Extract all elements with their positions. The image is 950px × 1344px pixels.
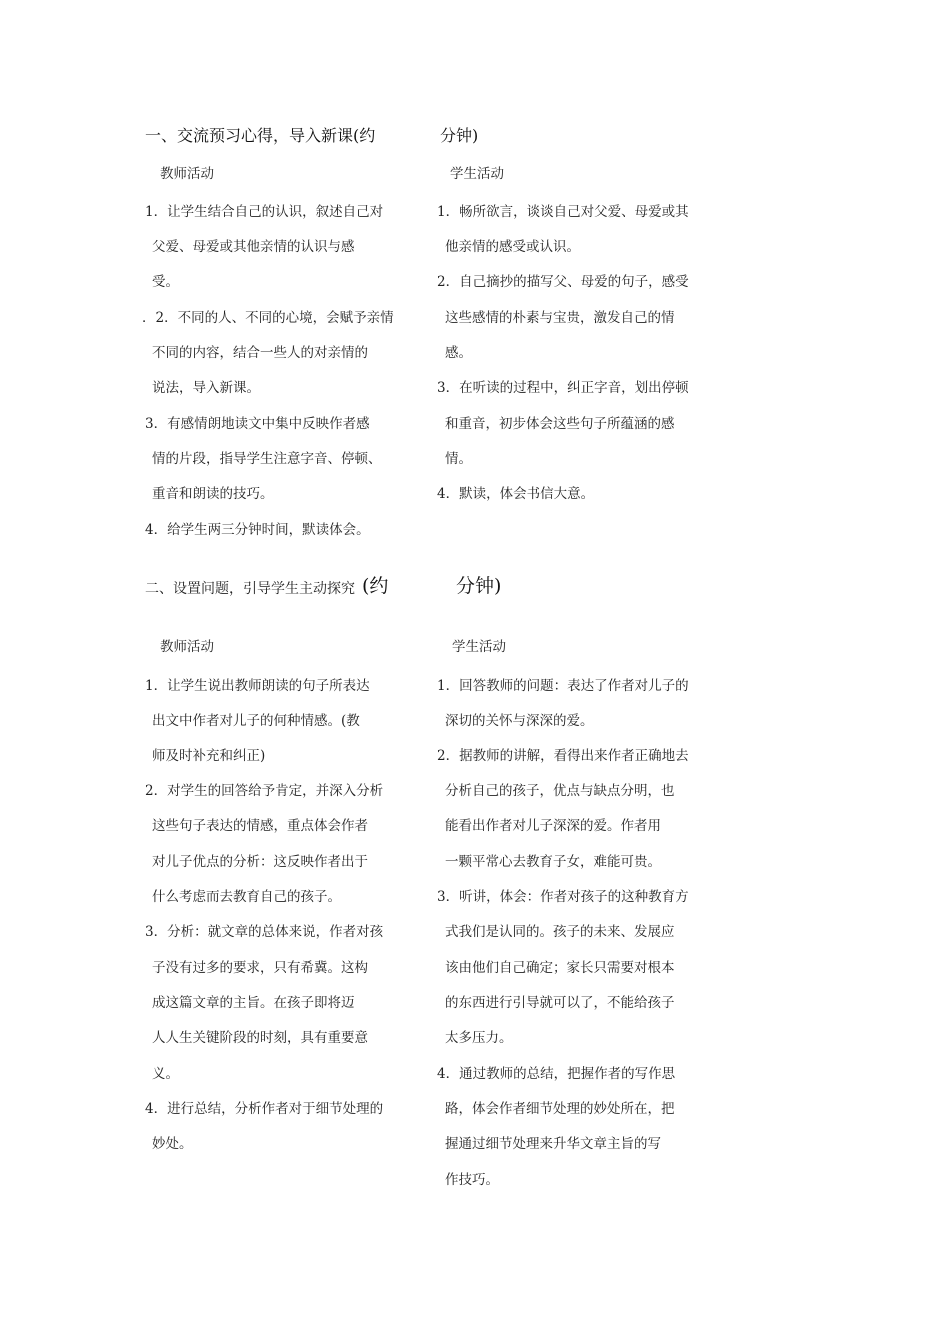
teacher-line: 4．给学生两三分钟时间，默读体会。	[145, 522, 370, 538]
student-line: 1．畅所欲言，谈谈自己对父爱、母爱或其	[437, 204, 689, 220]
teacher-line: 重音和朗读的技巧。	[152, 486, 274, 502]
student-line: 握通过细节处理来升华文章主旨的写	[445, 1136, 661, 1152]
teacher-line: 对儿子优点的分析：这反映作者出于	[152, 854, 368, 870]
teacher-line: 出文中作者对儿子的何种情感。(教	[152, 713, 360, 729]
student-line: 感。	[445, 345, 472, 361]
teacher-line: 说法，导入新课。	[152, 380, 260, 396]
teacher-line: 3．分析：就文章的总体来说，作者对孩	[145, 924, 384, 940]
student-line: 和重音，初步体会这些句子所蕴涵的感	[445, 416, 675, 432]
teacher-line: 受。	[152, 274, 179, 290]
student-line: 2．据教师的讲解，看得出来作者正确地去	[437, 748, 689, 764]
teacher-line: 情的片段，指导学生注意字音、停顿、	[152, 451, 382, 467]
teacher-line: 成这篇文章的主旨。在孩子即将迈	[152, 995, 355, 1011]
teacher-line: 什么考虑而去教育自己的孩子。	[152, 889, 341, 905]
student-line: 4．默读，体会书信大意。	[437, 486, 595, 502]
student-line: 1．回答教师的问题：表达了作者对儿子的	[437, 678, 689, 694]
student-line: 作技巧。	[445, 1172, 499, 1188]
teacher-line: 1．让学生结合自己的认识，叙述自己对	[145, 204, 384, 220]
student-line: 太多压力。	[445, 1030, 513, 1046]
student-line: 2．自己摘抄的描写父、母爱的句子，感受	[437, 274, 689, 290]
section1-title-duration: 分钟)	[440, 126, 479, 145]
student-line: 该由他们自己确定；家长只需要对根本	[445, 960, 675, 976]
section2-title-paren: (约	[362, 575, 389, 597]
teacher-line: 3．有感情朗地读文中集中反映作者感	[145, 416, 370, 432]
section2-title-duration: 分钟)	[456, 575, 502, 597]
teacher-line: 人人生关键阶段的时刻，具有重要意	[152, 1030, 368, 1046]
teacher-line: 不同的内容，结合一些人的对亲情的	[152, 345, 368, 361]
student-line: 式我们是认同的。孩子的未来、发展应	[445, 924, 675, 940]
section1-student-header: 学生活动	[450, 166, 504, 182]
section1-title: 一、交流预习心得，导入新课(约	[145, 126, 376, 145]
teacher-line: ．2．不同的人、不同的心境，会赋予亲情	[142, 310, 394, 326]
section2-teacher-header: 教师活动	[160, 639, 214, 655]
teacher-line: 父爱、母爱或其他亲情的认识与感	[152, 239, 355, 255]
student-line: 情。	[445, 451, 472, 467]
teacher-line: 义。	[152, 1066, 179, 1082]
section2-student-header: 学生活动	[452, 639, 506, 655]
teacher-line: 1．让学生说出教师朗读的句子所表达	[145, 678, 370, 694]
student-line: 的东西进行引导就可以了，不能给孩子	[445, 995, 675, 1011]
student-line: 这些感情的朴素与宝贵，激发自己的情	[445, 310, 675, 326]
student-line: 3．在听读的过程中，纠正字音，划出停顿	[437, 380, 689, 396]
student-line: 路，体会作者细节处理的妙处所在，把	[445, 1101, 675, 1117]
student-line: 他亲情的感受或认识。	[445, 239, 580, 255]
teacher-line: 师及时补充和纠正)	[152, 748, 266, 764]
teacher-line: 2．对学生的回答给予肯定，并深入分析	[145, 783, 384, 799]
student-line: 4．通过教师的总结，把握作者的写作思	[437, 1066, 676, 1082]
student-line: 3．听讲，体会：作者对孩子的这种教育方	[437, 889, 689, 905]
teacher-line: 这些句子表达的情感，重点体会作者	[152, 818, 368, 834]
section1-teacher-header: 教师活动	[160, 166, 214, 182]
student-line: 能看出作者对儿子深深的爱。作者用	[445, 818, 661, 834]
section2-title: 二、设置问题，引导学生主动探究	[145, 581, 355, 597]
teacher-line: 子没有过多的要求，只有希冀。这构	[152, 960, 368, 976]
teacher-line: 妙处。	[152, 1136, 193, 1152]
student-line: 深切的关怀与深深的爱。	[445, 713, 594, 729]
student-line: 分析自己的孩子，优点与缺点分明，也	[445, 783, 675, 799]
teacher-line: 4．进行总结，分析作者对于细节处理的	[145, 1101, 384, 1117]
student-line: 一颗平常心去教育子女，难能可贵。	[445, 854, 661, 870]
